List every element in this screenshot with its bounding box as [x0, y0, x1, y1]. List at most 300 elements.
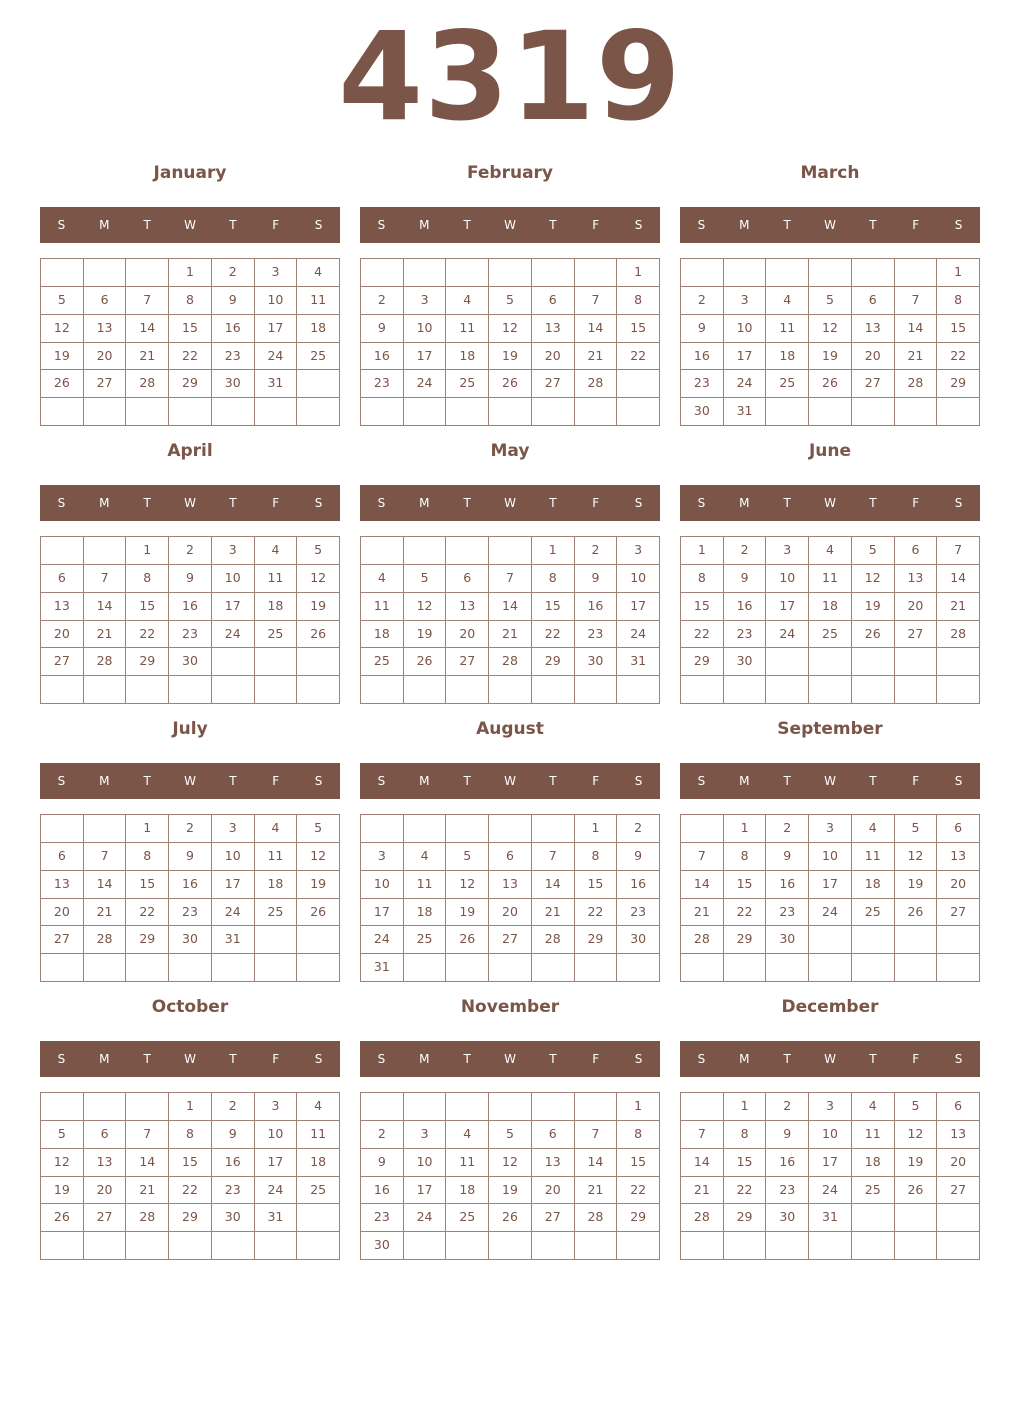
day-cell: 4	[255, 537, 298, 565]
day-cell: 11	[446, 315, 489, 343]
day-cell: 4	[446, 1121, 489, 1149]
weekday-label: S	[57, 774, 66, 788]
weekday-label: T	[869, 774, 877, 788]
weekday-header	[40, 1041, 340, 1077]
empty-day-cell	[766, 259, 809, 287]
day-cell: 19	[41, 1177, 84, 1205]
empty-day-cell	[297, 648, 340, 676]
day-cell: 20	[84, 343, 127, 371]
day-cell: 10	[404, 1149, 447, 1177]
day-cell: 27	[41, 648, 84, 676]
day-cell: 7	[489, 565, 532, 593]
day-cell: 27	[84, 370, 127, 398]
empty-day-cell	[489, 815, 532, 843]
day-cell: 24	[724, 370, 767, 398]
day-cell: 21	[126, 343, 169, 371]
empty-day-cell	[255, 648, 298, 676]
day-cell: 10	[255, 287, 298, 315]
empty-day-cell	[297, 954, 340, 982]
day-cell: 9	[169, 843, 212, 871]
empty-day-cell	[446, 815, 489, 843]
day-cell: 27	[41, 926, 84, 954]
day-cell: 3	[361, 843, 404, 871]
day-cell: 25	[446, 1204, 489, 1232]
day-cell: 23	[212, 1177, 255, 1205]
day-cell: 7	[575, 1121, 618, 1149]
day-cell: 26	[895, 899, 938, 927]
day-cell: 19	[895, 1149, 938, 1177]
empty-day-cell	[809, 259, 852, 287]
empty-day-cell	[489, 676, 532, 704]
day-cell: 29	[126, 926, 169, 954]
empty-day-cell	[446, 398, 489, 426]
day-cell: 13	[446, 593, 489, 621]
empty-day-cell	[489, 259, 532, 287]
empty-day-cell	[937, 1204, 980, 1232]
day-cell: 29	[169, 1204, 212, 1232]
day-cell: 18	[255, 871, 298, 899]
day-cell: 6	[937, 815, 980, 843]
day-cell: 1	[724, 815, 767, 843]
day-cell: 15	[724, 1149, 767, 1177]
day-cell: 1	[681, 537, 724, 565]
day-cell: 31	[361, 954, 404, 982]
weekday-label: F	[272, 496, 280, 510]
weekday-label: T	[549, 774, 557, 788]
weekday-label: M	[99, 1052, 110, 1066]
month-march	[680, 152, 980, 426]
empty-day-cell	[852, 954, 895, 982]
day-cell: 9	[169, 565, 212, 593]
day-cell: 10	[617, 565, 660, 593]
empty-day-cell	[852, 398, 895, 426]
day-cell: 21	[126, 1177, 169, 1205]
day-cell: 23	[724, 621, 767, 649]
weekday-label: S	[314, 1052, 323, 1066]
day-cell: 12	[297, 843, 340, 871]
day-cell: 16	[681, 343, 724, 371]
day-grid	[360, 258, 660, 426]
empty-day-cell	[895, 1204, 938, 1232]
day-cell: 7	[532, 843, 575, 871]
day-cell: 20	[852, 343, 895, 371]
day-cell: 13	[532, 1149, 575, 1177]
day-cell: 2	[361, 287, 404, 315]
day-cell: 14	[937, 565, 980, 593]
weekday-label: F	[912, 1052, 920, 1066]
day-cell: 30	[212, 1204, 255, 1232]
day-cell: 17	[404, 343, 447, 371]
day-cell: 17	[255, 1149, 298, 1177]
empty-day-cell	[489, 398, 532, 426]
empty-day-cell	[255, 1232, 298, 1260]
day-cell: 15	[169, 315, 212, 343]
empty-day-cell	[489, 1232, 532, 1260]
day-cell: 26	[41, 370, 84, 398]
day-cell: 12	[489, 315, 532, 343]
day-cell: 2	[724, 537, 767, 565]
day-cell: 1	[169, 1093, 212, 1121]
day-cell: 3	[617, 537, 660, 565]
month-november	[360, 986, 660, 1260]
day-cell: 29	[575, 926, 618, 954]
day-cell: 4	[361, 565, 404, 593]
day-cell: 31	[617, 648, 660, 676]
day-cell: 26	[297, 899, 340, 927]
day-cell: 6	[489, 843, 532, 871]
empty-day-cell	[532, 954, 575, 982]
day-cell: 2	[766, 815, 809, 843]
day-cell: 28	[895, 370, 938, 398]
day-cell: 5	[297, 815, 340, 843]
day-cell: 25	[446, 370, 489, 398]
empty-day-cell	[404, 954, 447, 982]
empty-day-cell	[255, 398, 298, 426]
empty-day-cell	[532, 398, 575, 426]
day-cell: 10	[212, 843, 255, 871]
day-cell: 18	[766, 343, 809, 371]
day-grid	[360, 1092, 660, 1260]
day-cell: 9	[212, 1121, 255, 1149]
day-cell: 31	[255, 370, 298, 398]
day-cell: 8	[724, 843, 767, 871]
day-cell: 31	[724, 398, 767, 426]
day-cell: 1	[937, 259, 980, 287]
day-cell: 27	[532, 1204, 575, 1232]
empty-day-cell	[575, 1093, 618, 1121]
weekday-label: M	[99, 496, 110, 510]
empty-day-cell	[297, 1204, 340, 1232]
empty-day-cell	[41, 954, 84, 982]
day-grid	[40, 814, 340, 982]
weekday-label: S	[697, 496, 706, 510]
weekday-label: T	[783, 774, 791, 788]
empty-day-cell	[895, 398, 938, 426]
weekday-label: S	[57, 1052, 66, 1066]
empty-day-cell	[126, 954, 169, 982]
day-cell: 30	[212, 370, 255, 398]
day-cell: 27	[895, 621, 938, 649]
month-title: December	[781, 997, 879, 1017]
day-cell: 22	[532, 621, 575, 649]
day-cell: 17	[809, 871, 852, 899]
day-grid	[680, 258, 980, 426]
weekday-label: F	[272, 218, 280, 232]
day-cell: 7	[895, 287, 938, 315]
day-cell: 1	[532, 537, 575, 565]
day-cell: 5	[489, 287, 532, 315]
weekday-label: W	[504, 218, 516, 232]
day-cell: 11	[404, 871, 447, 899]
empty-day-cell	[809, 926, 852, 954]
empty-day-cell	[617, 398, 660, 426]
empty-day-cell	[895, 676, 938, 704]
weekday-header	[680, 485, 980, 521]
day-cell: 19	[404, 621, 447, 649]
day-cell: 23	[361, 370, 404, 398]
weekday-label: T	[143, 218, 151, 232]
day-cell: 19	[297, 593, 340, 621]
day-cell: 4	[255, 815, 298, 843]
empty-day-cell	[126, 1093, 169, 1121]
weekday-header	[360, 1041, 660, 1077]
day-cell: 25	[297, 343, 340, 371]
day-cell: 14	[681, 871, 724, 899]
weekday-label: T	[463, 496, 471, 510]
day-cell: 7	[84, 843, 127, 871]
day-cell: 18	[852, 871, 895, 899]
empty-day-cell	[41, 398, 84, 426]
empty-day-cell	[361, 259, 404, 287]
weekday-header	[360, 485, 660, 521]
day-grid	[680, 536, 980, 704]
empty-day-cell	[361, 815, 404, 843]
day-cell: 7	[681, 1121, 724, 1149]
day-cell: 2	[169, 537, 212, 565]
empty-day-cell	[255, 954, 298, 982]
day-cell: 20	[937, 1149, 980, 1177]
day-grid	[40, 536, 340, 704]
day-cell: 12	[895, 1121, 938, 1149]
day-cell: 24	[361, 926, 404, 954]
day-cell: 14	[126, 315, 169, 343]
empty-day-cell	[489, 1093, 532, 1121]
day-cell: 17	[766, 593, 809, 621]
day-cell: 14	[489, 593, 532, 621]
day-cell: 12	[489, 1149, 532, 1177]
weekday-label: M	[739, 1052, 750, 1066]
day-cell: 11	[852, 843, 895, 871]
day-cell: 8	[724, 1121, 767, 1149]
weekday-header	[40, 207, 340, 243]
day-cell: 11	[852, 1121, 895, 1149]
month-february	[360, 152, 660, 426]
day-cell: 10	[809, 843, 852, 871]
empty-day-cell	[446, 259, 489, 287]
weekday-header	[680, 207, 980, 243]
empty-day-cell	[937, 676, 980, 704]
empty-day-cell	[895, 1232, 938, 1260]
year-title: 4319	[338, 6, 682, 148]
day-cell: 9	[766, 843, 809, 871]
day-cell: 23	[361, 1204, 404, 1232]
day-cell: 17	[404, 1177, 447, 1205]
empty-day-cell	[489, 537, 532, 565]
weekday-label: S	[314, 774, 323, 788]
day-cell: 3	[255, 1093, 298, 1121]
day-cell: 14	[84, 593, 127, 621]
day-cell: 16	[575, 593, 618, 621]
day-cell: 1	[724, 1093, 767, 1121]
day-cell: 13	[84, 1149, 127, 1177]
day-cell: 6	[895, 537, 938, 565]
empty-day-cell	[297, 1232, 340, 1260]
day-cell: 24	[766, 621, 809, 649]
weekday-label: F	[592, 1052, 600, 1066]
day-cell: 2	[169, 815, 212, 843]
empty-day-cell	[404, 537, 447, 565]
empty-day-cell	[212, 398, 255, 426]
empty-day-cell	[532, 676, 575, 704]
day-cell: 8	[169, 287, 212, 315]
day-cell: 7	[681, 843, 724, 871]
day-grid	[40, 258, 340, 426]
day-cell: 18	[404, 899, 447, 927]
day-grid	[360, 814, 660, 982]
day-cell: 7	[84, 565, 127, 593]
day-cell: 16	[212, 1149, 255, 1177]
day-cell: 28	[681, 926, 724, 954]
day-cell: 1	[169, 259, 212, 287]
day-cell: 4	[766, 287, 809, 315]
day-cell: 23	[212, 343, 255, 371]
month-title: February	[466, 163, 554, 183]
day-cell: 3	[724, 287, 767, 315]
day-cell: 26	[895, 1177, 938, 1205]
day-cell: 28	[84, 926, 127, 954]
day-cell: 5	[895, 815, 938, 843]
day-cell: 18	[852, 1149, 895, 1177]
day-cell: 6	[84, 1121, 127, 1149]
day-cell: 22	[169, 1177, 212, 1205]
day-cell: 25	[361, 648, 404, 676]
day-cell: 6	[937, 1093, 980, 1121]
weekday-label: M	[419, 218, 430, 232]
day-cell: 5	[41, 287, 84, 315]
day-cell: 2	[766, 1093, 809, 1121]
weekday-label: S	[314, 496, 323, 510]
empty-day-cell	[766, 676, 809, 704]
day-cell: 1	[126, 815, 169, 843]
day-cell: 13	[852, 315, 895, 343]
empty-day-cell	[297, 370, 340, 398]
day-cell: 27	[446, 648, 489, 676]
day-cell: 28	[575, 370, 618, 398]
day-cell: 3	[809, 1093, 852, 1121]
day-cell: 29	[724, 926, 767, 954]
empty-day-cell	[255, 926, 298, 954]
month-title: July	[172, 719, 208, 739]
empty-day-cell	[41, 1093, 84, 1121]
empty-day-cell	[766, 1232, 809, 1260]
weekday-label: M	[739, 218, 750, 232]
month-april	[40, 430, 340, 704]
day-cell: 4	[446, 287, 489, 315]
empty-day-cell	[84, 537, 127, 565]
day-cell: 8	[169, 1121, 212, 1149]
empty-day-cell	[361, 676, 404, 704]
empty-day-cell	[681, 1232, 724, 1260]
day-cell: 24	[212, 899, 255, 927]
day-cell: 19	[446, 899, 489, 927]
day-cell: 22	[575, 899, 618, 927]
day-cell: 29	[126, 648, 169, 676]
weekday-label: T	[549, 1052, 557, 1066]
weekday-label: S	[954, 218, 963, 232]
day-cell: 10	[766, 565, 809, 593]
day-grid	[40, 1092, 340, 1260]
day-cell: 21	[575, 343, 618, 371]
empty-day-cell	[169, 1232, 212, 1260]
day-cell: 28	[575, 1204, 618, 1232]
day-cell: 9	[724, 565, 767, 593]
day-cell: 30	[617, 926, 660, 954]
weekday-label: M	[419, 774, 430, 788]
day-cell: 25	[766, 370, 809, 398]
empty-day-cell	[212, 954, 255, 982]
weekday-label: S	[954, 774, 963, 788]
day-cell: 6	[852, 287, 895, 315]
day-cell: 25	[809, 621, 852, 649]
empty-day-cell	[126, 676, 169, 704]
empty-day-cell	[852, 259, 895, 287]
day-cell: 10	[212, 565, 255, 593]
day-cell: 30	[724, 648, 767, 676]
empty-day-cell	[681, 815, 724, 843]
month-may	[360, 430, 660, 704]
empty-day-cell	[297, 398, 340, 426]
empty-day-cell	[852, 1204, 895, 1232]
day-cell: 6	[446, 565, 489, 593]
weekday-label: S	[634, 218, 643, 232]
empty-day-cell	[617, 370, 660, 398]
empty-day-cell	[724, 676, 767, 704]
empty-day-cell	[724, 954, 767, 982]
day-cell: 2	[575, 537, 618, 565]
day-cell: 8	[532, 565, 575, 593]
day-cell: 21	[575, 1177, 618, 1205]
month-title: January	[153, 163, 227, 183]
day-cell: 7	[937, 537, 980, 565]
day-cell: 30	[361, 1232, 404, 1260]
day-cell: 26	[809, 370, 852, 398]
day-cell: 4	[297, 259, 340, 287]
day-cell: 23	[681, 370, 724, 398]
day-cell: 6	[84, 287, 127, 315]
day-cell: 20	[446, 621, 489, 649]
day-cell: 30	[681, 398, 724, 426]
month-title: June	[808, 441, 852, 461]
empty-day-cell	[84, 398, 127, 426]
day-cell: 18	[255, 593, 298, 621]
day-cell: 11	[361, 593, 404, 621]
empty-day-cell	[169, 676, 212, 704]
weekday-label: F	[912, 774, 920, 788]
day-cell: 9	[361, 1149, 404, 1177]
day-cell: 15	[532, 593, 575, 621]
day-cell: 24	[255, 1177, 298, 1205]
empty-day-cell	[937, 1232, 980, 1260]
day-cell: 30	[169, 648, 212, 676]
empty-day-cell	[446, 676, 489, 704]
day-cell: 5	[297, 537, 340, 565]
weekday-label: S	[634, 774, 643, 788]
day-cell: 22	[617, 1177, 660, 1205]
empty-day-cell	[681, 1093, 724, 1121]
empty-day-cell	[84, 1093, 127, 1121]
day-cell: 26	[41, 1204, 84, 1232]
empty-day-cell	[297, 676, 340, 704]
empty-day-cell	[724, 1232, 767, 1260]
day-cell: 20	[41, 899, 84, 927]
weekday-label: W	[504, 496, 516, 510]
day-cell: 3	[404, 287, 447, 315]
day-cell: 29	[617, 1204, 660, 1232]
weekday-label: S	[697, 774, 706, 788]
day-cell: 19	[297, 871, 340, 899]
day-cell: 27	[532, 370, 575, 398]
empty-day-cell	[361, 398, 404, 426]
